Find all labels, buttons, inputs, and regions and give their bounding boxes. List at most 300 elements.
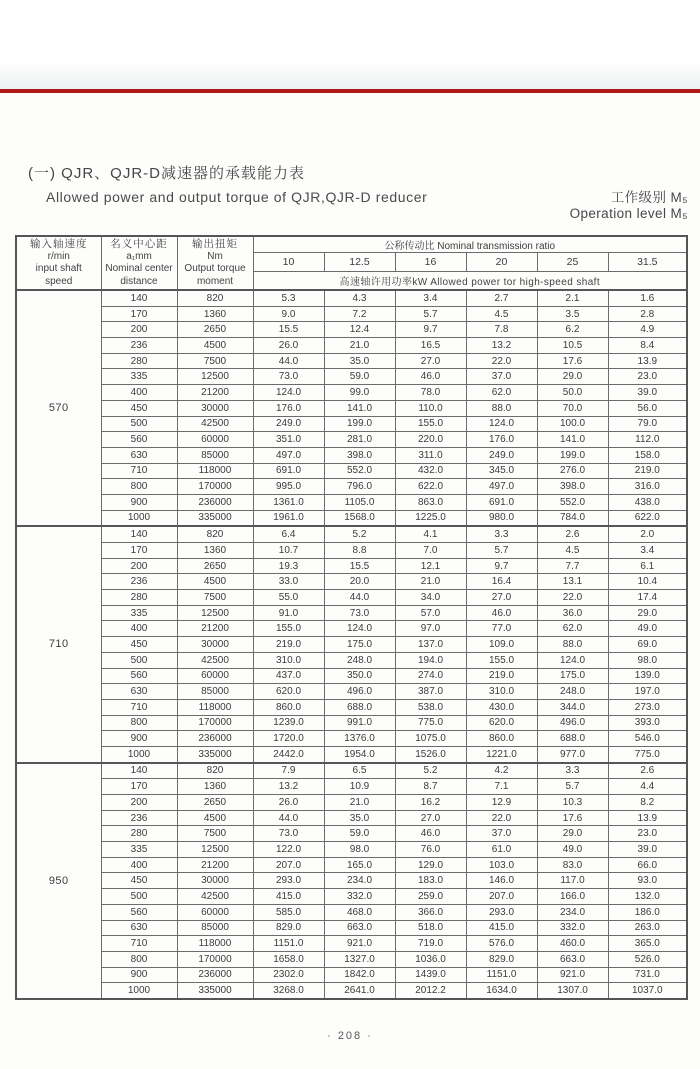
power-cell: 155.0 xyxy=(466,652,537,668)
power-cell: 12.4 xyxy=(324,322,395,338)
power-cell: 22.0 xyxy=(466,810,537,826)
torque-cell: 335000 xyxy=(177,983,253,999)
power-cell: 9.7 xyxy=(466,558,537,574)
power-cell: 69.0 xyxy=(608,637,687,653)
center-distance-cell: 900 xyxy=(101,967,177,983)
power-cell: 13.9 xyxy=(608,353,687,369)
torque-cell: 1360 xyxy=(177,306,253,322)
torque-cell: 42500 xyxy=(177,652,253,668)
center-distance-cell: 630 xyxy=(101,920,177,936)
power-cell: 122.0 xyxy=(253,842,324,858)
power-cell: 1307.0 xyxy=(537,983,608,999)
table-row xyxy=(16,873,687,889)
power-cell: 2.1 xyxy=(537,290,608,306)
table-row xyxy=(16,983,687,999)
torque-cell: 4500 xyxy=(177,810,253,826)
power-cell: 1526.0 xyxy=(395,746,466,762)
power-cell: 124.0 xyxy=(253,385,324,401)
power-cell: 27.0 xyxy=(466,590,537,606)
power-cell: 249.0 xyxy=(253,416,324,432)
page-title-en: Allowed power and output torque of QJR,QJR-D reducer xyxy=(46,189,428,205)
power-cell: 332.0 xyxy=(537,920,608,936)
power-cell: 124.0 xyxy=(537,652,608,668)
col-header-input-speed xyxy=(16,236,101,290)
power-cell: 22.0 xyxy=(537,590,608,606)
power-cell: 310.0 xyxy=(253,652,324,668)
torque-cell: 335000 xyxy=(177,746,253,762)
torque-cell: 170000 xyxy=(177,715,253,731)
table-row xyxy=(16,526,687,542)
power-cell: 9.0 xyxy=(253,306,324,322)
power-cell: 22.0 xyxy=(466,353,537,369)
torque-cell: 12500 xyxy=(177,605,253,621)
input-speed-cell: 950 xyxy=(16,763,101,999)
table-row xyxy=(16,967,687,983)
center-distance-cell: 1000 xyxy=(101,983,177,999)
power-cell: 497.0 xyxy=(466,479,537,495)
power-cell: 415.0 xyxy=(253,889,324,905)
power-cell: 12.1 xyxy=(395,558,466,574)
work-level-en: Operation level M₅ xyxy=(569,206,688,221)
center-distance-cell: 450 xyxy=(101,637,177,653)
table-row xyxy=(16,857,687,873)
torque-cell: 21200 xyxy=(177,857,253,873)
power-cell: 234.0 xyxy=(537,904,608,920)
col-header-input-speed-text xyxy=(17,238,101,288)
power-cell: 437.0 xyxy=(253,668,324,684)
power-cell: 496.0 xyxy=(537,715,608,731)
col-header-output-torque-text xyxy=(178,238,253,288)
power-cell: 576.0 xyxy=(466,936,537,952)
table-row xyxy=(16,463,687,479)
center-distance-cell: 800 xyxy=(101,951,177,967)
power-cell: 4.5 xyxy=(537,543,608,559)
power-cell: 139.0 xyxy=(608,668,687,684)
center-distance-cell: 710 xyxy=(101,463,177,479)
power-cell: 276.0 xyxy=(537,463,608,479)
table-row xyxy=(16,590,687,606)
power-cell: 663.0 xyxy=(324,920,395,936)
table-row xyxy=(16,510,687,526)
table-row xyxy=(16,652,687,668)
power-cell: 552.0 xyxy=(324,463,395,479)
power-cell: 4.9 xyxy=(608,322,687,338)
power-cell: 20.0 xyxy=(324,574,395,590)
center-distance-cell: 400 xyxy=(101,621,177,637)
table-row xyxy=(16,543,687,559)
power-cell: 3.4 xyxy=(608,543,687,559)
table-row xyxy=(16,731,687,747)
power-cell: 88.0 xyxy=(466,400,537,416)
power-cell: 10.4 xyxy=(608,574,687,590)
torque-cell: 236000 xyxy=(177,967,253,983)
center-distance-cell: 710 xyxy=(101,936,177,952)
power-cell: 44.0 xyxy=(324,590,395,606)
torque-cell: 60000 xyxy=(177,668,253,684)
table-row xyxy=(16,400,687,416)
power-cell: 117.0 xyxy=(537,873,608,889)
power-cell: 5.7 xyxy=(395,306,466,322)
power-cell: 274.0 xyxy=(395,668,466,684)
power-cell: 29.0 xyxy=(608,605,687,621)
power-cell: 234.0 xyxy=(324,873,395,889)
torque-cell: 2650 xyxy=(177,558,253,574)
power-cell: 78.0 xyxy=(395,385,466,401)
power-cell: 26.0 xyxy=(253,338,324,354)
table-row xyxy=(16,810,687,826)
torque-cell: 12500 xyxy=(177,842,253,858)
power-cell: 688.0 xyxy=(324,699,395,715)
torque-cell: 236000 xyxy=(177,494,253,510)
power-cell: 23.0 xyxy=(608,826,687,842)
table-row xyxy=(16,746,687,762)
power-cell: 4.3 xyxy=(324,290,395,306)
power-cell: 1954.0 xyxy=(324,746,395,762)
power-cell: 98.0 xyxy=(608,652,687,668)
table-row xyxy=(16,936,687,952)
center-distance-cell: 450 xyxy=(101,873,177,889)
table-row xyxy=(16,826,687,842)
power-cell: 34.0 xyxy=(395,590,466,606)
torque-cell: 1360 xyxy=(177,779,253,795)
title-block xyxy=(28,162,427,205)
power-cell: 61.0 xyxy=(466,842,537,858)
power-cell: 79.0 xyxy=(608,416,687,432)
power-cell: 10.5 xyxy=(537,338,608,354)
power-cell: 1151.0 xyxy=(253,936,324,952)
power-cell: 13.2 xyxy=(466,338,537,354)
center-distance-cell: 630 xyxy=(101,684,177,700)
power-cell: 784.0 xyxy=(537,510,608,526)
torque-cell: 118000 xyxy=(177,699,253,715)
center-distance-cell: 140 xyxy=(101,763,177,779)
power-cell: 344.0 xyxy=(537,699,608,715)
power-note-header: 高速轴许用功率kW Allowed power tor high-speed shaft xyxy=(253,272,687,291)
table-row xyxy=(16,951,687,967)
power-cell: 620.0 xyxy=(253,684,324,700)
center-distance-cell: 560 xyxy=(101,432,177,448)
power-cell: 110.0 xyxy=(395,400,466,416)
power-cell: 132.0 xyxy=(608,889,687,905)
power-cell: 73.0 xyxy=(324,605,395,621)
center-distance-cell: 280 xyxy=(101,353,177,369)
power-cell: 176.0 xyxy=(466,432,537,448)
power-cell: 98.0 xyxy=(324,842,395,858)
table-row xyxy=(16,889,687,905)
header-line: r/min xyxy=(47,250,70,262)
power-cell: 112.0 xyxy=(608,432,687,448)
header-line: Nm xyxy=(207,250,223,262)
power-cell: 977.0 xyxy=(537,746,608,762)
power-cell: 93.0 xyxy=(608,873,687,889)
center-distance-cell: 450 xyxy=(101,400,177,416)
torque-cell: 7500 xyxy=(177,353,253,369)
power-cell: 1361.0 xyxy=(253,494,324,510)
power-cell: 194.0 xyxy=(395,652,466,668)
power-cell: 468.0 xyxy=(324,904,395,920)
power-cell: 980.0 xyxy=(466,510,537,526)
power-cell: 1961.0 xyxy=(253,510,324,526)
power-cell: 1239.0 xyxy=(253,715,324,731)
center-distance-cell: 236 xyxy=(101,810,177,826)
power-cell: 16.5 xyxy=(395,338,466,354)
table-row xyxy=(16,605,687,621)
power-cell: 9.7 xyxy=(395,322,466,338)
power-cell: 249.0 xyxy=(466,447,537,463)
power-cell: 199.0 xyxy=(537,447,608,463)
center-distance-cell: 500 xyxy=(101,889,177,905)
power-cell: 35.0 xyxy=(324,810,395,826)
torque-cell: 236000 xyxy=(177,731,253,747)
header-line: distance xyxy=(120,275,158,287)
header-line: 名义中心距 xyxy=(110,238,168,250)
table-row xyxy=(16,842,687,858)
power-cell: 3268.0 xyxy=(253,983,324,999)
power-cell: 796.0 xyxy=(324,479,395,495)
power-cell: 1720.0 xyxy=(253,731,324,747)
power-cell: 46.0 xyxy=(466,605,537,621)
table-row xyxy=(16,621,687,637)
center-distance-cell: 630 xyxy=(101,447,177,463)
power-cell: 59.0 xyxy=(324,826,395,842)
power-cell: 1.6 xyxy=(608,290,687,306)
power-cell: 5.7 xyxy=(466,543,537,559)
power-cell: 73.0 xyxy=(253,369,324,385)
ratio-header-31-5: 31.5 xyxy=(608,253,687,272)
power-cell: 7.7 xyxy=(537,558,608,574)
header-line: speed xyxy=(45,275,73,287)
power-cell: 59.0 xyxy=(324,369,395,385)
power-cell: 4.2 xyxy=(466,763,537,779)
table-row xyxy=(16,369,687,385)
center-distance-cell: 335 xyxy=(101,605,177,621)
power-cell: 33.0 xyxy=(253,574,324,590)
power-cell: 176.0 xyxy=(253,400,324,416)
power-cell: 44.0 xyxy=(253,353,324,369)
torque-cell: 21200 xyxy=(177,621,253,637)
power-cell: 186.0 xyxy=(608,904,687,920)
power-cell: 27.0 xyxy=(395,353,466,369)
torque-cell: 85000 xyxy=(177,447,253,463)
power-cell: 273.0 xyxy=(608,699,687,715)
power-cell: 2.7 xyxy=(466,290,537,306)
torque-cell: 118000 xyxy=(177,936,253,952)
torque-cell: 60000 xyxy=(177,904,253,920)
power-cell: 1221.0 xyxy=(466,746,537,762)
power-cell: 3.5 xyxy=(537,306,608,322)
power-cell: 15.5 xyxy=(324,558,395,574)
power-cell: 281.0 xyxy=(324,432,395,448)
center-distance-cell: 280 xyxy=(101,590,177,606)
torque-cell: 7500 xyxy=(177,590,253,606)
power-cell: 10.9 xyxy=(324,779,395,795)
power-cell: 83.0 xyxy=(537,857,608,873)
power-cell: 663.0 xyxy=(537,951,608,967)
center-distance-cell: 170 xyxy=(101,306,177,322)
table-row xyxy=(16,779,687,795)
power-cell: 991.0 xyxy=(324,715,395,731)
power-cell: 46.0 xyxy=(395,826,466,842)
power-cell: 146.0 xyxy=(466,873,537,889)
power-cell: 12.9 xyxy=(466,795,537,811)
power-cell: 5.2 xyxy=(395,763,466,779)
power-cell: 10.7 xyxy=(253,543,324,559)
torque-cell: 42500 xyxy=(177,889,253,905)
power-cell: 775.0 xyxy=(395,715,466,731)
col-header-ratio-group: 公称传动比 Nominal transmission ratio xyxy=(253,236,687,253)
col-header-center-distance xyxy=(101,236,177,290)
power-cell: 55.0 xyxy=(253,590,324,606)
table-row xyxy=(16,338,687,354)
power-cell: 88.0 xyxy=(537,637,608,653)
power-cell: 129.0 xyxy=(395,857,466,873)
power-cell: 7.8 xyxy=(466,322,537,338)
power-cell: 46.0 xyxy=(395,369,466,385)
power-cell: 36.0 xyxy=(537,605,608,621)
center-distance-cell: 140 xyxy=(101,290,177,306)
power-cell: 1568.0 xyxy=(324,510,395,526)
power-cell: 175.0 xyxy=(537,668,608,684)
power-cell: 37.0 xyxy=(466,369,537,385)
power-cell: 1105.0 xyxy=(324,494,395,510)
power-cell: 775.0 xyxy=(608,746,687,762)
power-cell: 350.0 xyxy=(324,668,395,684)
power-cell: 860.0 xyxy=(466,731,537,747)
center-distance-cell: 710 xyxy=(101,699,177,715)
power-cell: 5.3 xyxy=(253,290,324,306)
power-cell: 3.3 xyxy=(466,526,537,542)
power-cell: 19.3 xyxy=(253,558,324,574)
power-cell: 1842.0 xyxy=(324,967,395,983)
table-row xyxy=(16,699,687,715)
torque-cell: 42500 xyxy=(177,416,253,432)
header-line: 输入轴速度 xyxy=(30,238,88,250)
power-cell: 1327.0 xyxy=(324,951,395,967)
torque-cell: 12500 xyxy=(177,369,253,385)
power-cell: 57.0 xyxy=(395,605,466,621)
page-title-zh: (一) QJR、QJR-D减速器的承载能力表 xyxy=(28,165,305,182)
center-distance-cell: 170 xyxy=(101,779,177,795)
power-cell: 2442.0 xyxy=(253,746,324,762)
center-distance-cell: 200 xyxy=(101,795,177,811)
power-cell: 6.4 xyxy=(253,526,324,542)
power-cell: 863.0 xyxy=(395,494,466,510)
ratio-header-12-5: 12.5 xyxy=(324,253,395,272)
power-cell: 332.0 xyxy=(324,889,395,905)
center-distance-cell: 560 xyxy=(101,668,177,684)
power-cell: 8.4 xyxy=(608,338,687,354)
torque-cell: 170000 xyxy=(177,951,253,967)
table-row xyxy=(16,322,687,338)
power-cell: 518.0 xyxy=(395,920,466,936)
power-cell: 13.9 xyxy=(608,810,687,826)
power-cell: 2641.0 xyxy=(324,983,395,999)
torque-cell: 118000 xyxy=(177,463,253,479)
power-cell: 17.4 xyxy=(608,590,687,606)
center-distance-cell: 170 xyxy=(101,543,177,559)
power-cell: 691.0 xyxy=(253,463,324,479)
power-cell: 141.0 xyxy=(324,400,395,416)
power-cell: 552.0 xyxy=(537,494,608,510)
header-line: moment xyxy=(196,275,234,287)
power-cell: 398.0 xyxy=(324,447,395,463)
power-cell: 5.2 xyxy=(324,526,395,542)
power-cell: 691.0 xyxy=(466,494,537,510)
input-speed-cell: 710 xyxy=(16,526,101,762)
power-cell: 622.0 xyxy=(395,479,466,495)
work-level-block xyxy=(570,190,688,222)
torque-cell: 4500 xyxy=(177,574,253,590)
power-cell: 17.6 xyxy=(537,810,608,826)
ratio-header-10: 10 xyxy=(253,253,324,272)
power-cell: 219.0 xyxy=(466,668,537,684)
power-cell: 39.0 xyxy=(608,385,687,401)
power-cell: 1634.0 xyxy=(466,983,537,999)
power-cell: 438.0 xyxy=(608,494,687,510)
power-cell: 13.1 xyxy=(537,574,608,590)
table-row xyxy=(16,763,687,779)
power-cell: 921.0 xyxy=(537,967,608,983)
header-line: a₁mm xyxy=(126,250,152,262)
power-cell: 293.0 xyxy=(253,873,324,889)
power-cell: 49.0 xyxy=(537,842,608,858)
table-row xyxy=(16,574,687,590)
power-cell: 137.0 xyxy=(395,637,466,653)
header-line: Nominal center xyxy=(105,263,173,274)
ratio-header-25: 25 xyxy=(537,253,608,272)
center-distance-cell: 1000 xyxy=(101,746,177,762)
power-cell: 13.2 xyxy=(253,779,324,795)
power-cell: 26.0 xyxy=(253,795,324,811)
power-cell: 100.0 xyxy=(537,416,608,432)
power-cell: 219.0 xyxy=(253,637,324,653)
power-cell: 77.0 xyxy=(466,621,537,637)
center-distance-cell: 500 xyxy=(101,652,177,668)
power-cell: 719.0 xyxy=(395,936,466,952)
power-cell: 311.0 xyxy=(395,447,466,463)
header-line: 输出扭矩 xyxy=(192,238,238,250)
torque-cell: 2650 xyxy=(177,795,253,811)
power-cell: 497.0 xyxy=(253,447,324,463)
torque-cell: 2650 xyxy=(177,322,253,338)
page-top-red-rule xyxy=(0,0,700,93)
center-distance-cell: 400 xyxy=(101,857,177,873)
power-cell: 1225.0 xyxy=(395,510,466,526)
power-cell: 207.0 xyxy=(466,889,537,905)
power-cell: 197.0 xyxy=(608,684,687,700)
header-line: input shaft xyxy=(35,263,82,274)
power-cell: 921.0 xyxy=(324,936,395,952)
power-cell: 1439.0 xyxy=(395,967,466,983)
power-cell: 109.0 xyxy=(466,637,537,653)
power-cell: 16.2 xyxy=(395,795,466,811)
power-cell: 62.0 xyxy=(466,385,537,401)
power-cell: 97.0 xyxy=(395,621,466,637)
power-cell: 7.0 xyxy=(395,543,466,559)
power-cell: 29.0 xyxy=(537,826,608,842)
torque-cell: 820 xyxy=(177,763,253,779)
power-cell: 103.0 xyxy=(466,857,537,873)
power-cell: 29.0 xyxy=(537,369,608,385)
center-distance-cell: 140 xyxy=(101,526,177,542)
power-cell: 1151.0 xyxy=(466,967,537,983)
power-cell: 365.0 xyxy=(608,936,687,952)
torque-cell: 4500 xyxy=(177,338,253,354)
power-cell: 293.0 xyxy=(466,904,537,920)
power-cell: 4.4 xyxy=(608,779,687,795)
power-cell: 165.0 xyxy=(324,857,395,873)
power-cell: 23.0 xyxy=(608,369,687,385)
